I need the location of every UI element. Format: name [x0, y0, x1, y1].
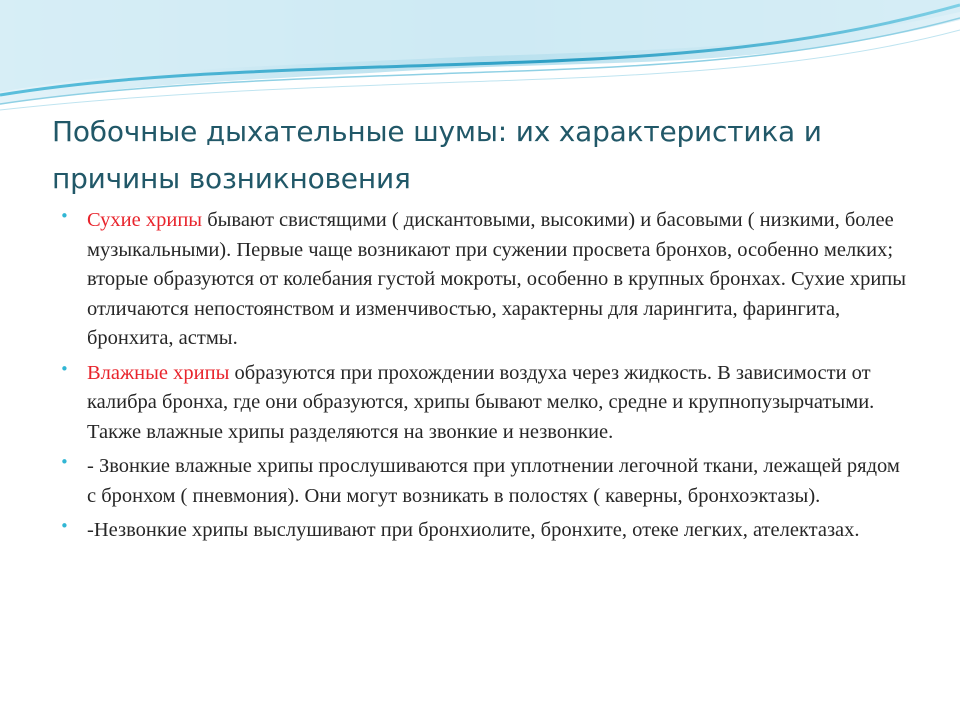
- list-item: [60, 516, 910, 546]
- item-text: образуются при прохождении воздуха через жидкость. В зависимости от калибра бронха, где они образуются, хрипы бывают мелко, средне и крупнопузырчатыми. Также влажные хрипы разделяются на звонкие и незвонкие.: [87, 361, 875, 443]
- item-text: бывают свистящими ( дискантовыми, высокими) и басовыми ( низкими, более музыкальными). Первые чаще возникают при сужении просвета бронхов, особенно мелких; вторые образуются от колебания густой мокроты, особенно в крупных бронхах. Сухие хрипы отличаются непостоянством и изменчивостью, характерны для ларингита, фарингита, бронхита, астмы.: [87, 209, 907, 349]
- bullet-icon: •: [60, 207, 69, 225]
- bullet-icon: •: [60, 517, 69, 535]
- bullet-list: [60, 206, 910, 551]
- item-text: - Звонкие влажные хрипы прослушиваются при уплотнении легочной ткани, лежащей рядом с бронхом ( пневмония). Они могут возникать в полостях ( каверны, бронхоэктазы).: [87, 455, 900, 507]
- list-item: [60, 359, 910, 448]
- highlight-term: Сухие хрипы: [87, 209, 203, 231]
- bullet-icon: •: [60, 453, 69, 471]
- item-text: -Незвонкие хрипы выслушивают при бронхиолите, бронхите, отеке легких, ателектазах.: [87, 519, 860, 541]
- slide-title: Побочные дыхательные шумы: их характеристика и причины возникновения: [52, 115, 822, 195]
- list-item: [60, 206, 910, 354]
- highlight-term: Влажные хрипы: [87, 361, 230, 384]
- header-wave-decoration: [0, 0, 960, 120]
- bullet-icon: •: [60, 359, 69, 378]
- list-item: [60, 452, 910, 511]
